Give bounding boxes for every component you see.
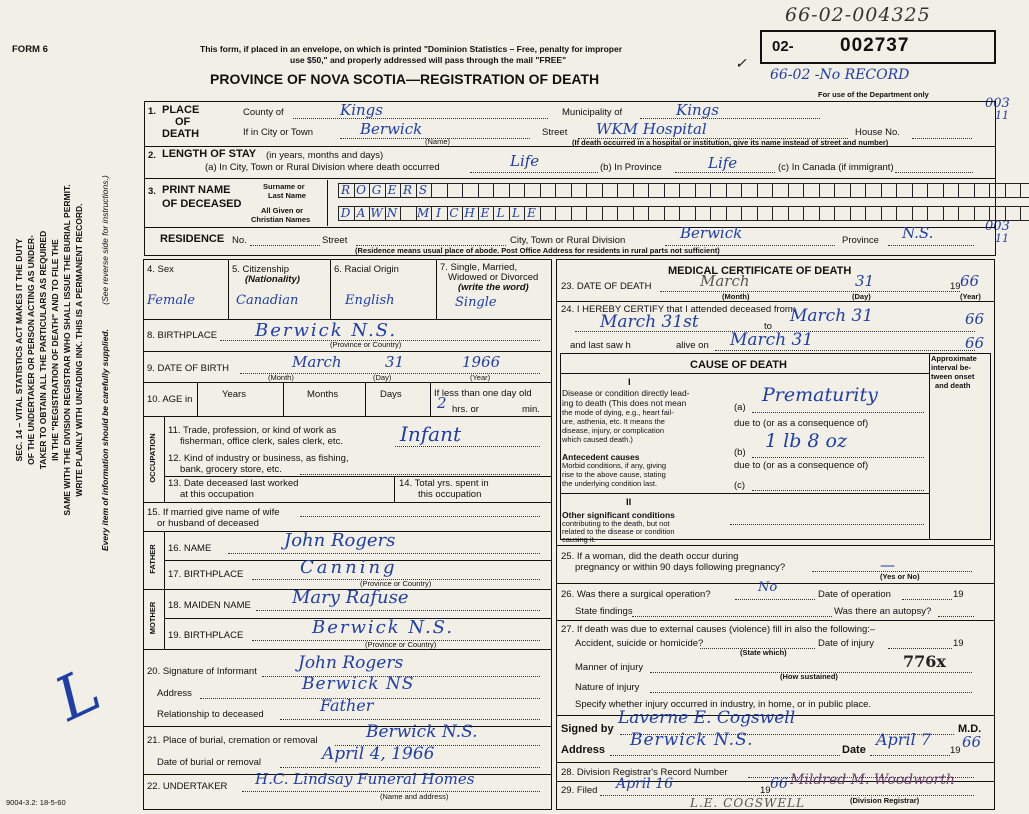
occ-last-worked-label-1: 13. Date deceased last worked	[168, 478, 299, 489]
surname-label-2: Last Name	[268, 191, 306, 200]
s3-label-of-deceased: OF DECEASED	[162, 198, 242, 210]
top-registration-number: 66-02-004325	[785, 4, 931, 26]
stay-province-label: (b) In Province	[600, 162, 662, 173]
attended-to-label: to	[764, 321, 772, 332]
informant-label: 20. Signature of Informant	[147, 666, 257, 677]
residence-label: RESIDENCE	[160, 233, 225, 245]
racial-origin-value: English	[345, 293, 395, 308]
street-value: WKM Hospital	[596, 120, 707, 138]
disease-desc-3: the mode of dying, e.g., heart fail-	[562, 408, 674, 417]
registrar-signature: Mildred M. Woodworth	[790, 772, 955, 788]
mother-birthplace-value: Berwick N.S.	[312, 617, 455, 638]
medical-certificate-title: MEDICAL CERTIFICATE OF DEATH	[668, 265, 852, 277]
father-birthplace-caption: (Province or Country)	[360, 579, 432, 588]
stay-province-value: Life	[708, 154, 738, 172]
age-hours-label: hrs. or	[452, 404, 479, 415]
other-desc-1: contributing to the death, but not	[562, 519, 670, 528]
registration-prefix: 02-	[772, 38, 794, 55]
mother-birthplace-label: 19. BIRTHPLACE	[168, 630, 244, 641]
age-months-label: Months	[307, 389, 339, 400]
attended-from-value: March 31st	[600, 312, 699, 332]
registration-box	[760, 30, 996, 64]
nature-label: Nature of injury	[575, 682, 640, 693]
occ-last-worked-label-2: at this occupation	[180, 489, 254, 500]
given-label-1: All Given or	[261, 206, 304, 215]
operation-date-label: Date of operation	[818, 589, 891, 600]
stay-canada-label: (c) In Canada (if immigrant)	[778, 162, 894, 173]
registrar-caption: (Division Registrar)	[850, 796, 920, 805]
death-year-prefix: 19	[950, 281, 961, 292]
given-name-letter: C	[449, 206, 459, 220]
certify-label: 24. I HEREBY CERTIFY that I attended deceased from:	[561, 304, 796, 315]
side-text-line8: (See reverse side for instructions.)	[100, 175, 110, 305]
physician-address-value: Berwick N.S.	[630, 730, 754, 750]
record-number-label: 28. Division Registrar's Record Number	[561, 767, 728, 778]
given-name-letter: N	[386, 206, 398, 220]
occ-industry-label-2: bank, grocery store, etc.	[180, 464, 282, 475]
age-less-than-day-label: If less than one day old	[434, 388, 532, 399]
sex-label: 4. Sex	[147, 264, 174, 275]
pregnancy-yes-no-caption: (Yes or No)	[880, 572, 920, 581]
form-footer-code: 9004-3.2: 18-5-60	[6, 798, 66, 807]
relationship-value: Father	[320, 696, 374, 715]
disease-desc-6: which caused death.)	[562, 435, 633, 444]
s3-label-print-name: PRINT NAME	[162, 184, 231, 196]
stay-city-label: (a) In City, Town or Rural Division where death occurred	[205, 162, 440, 173]
other-desc-2: related to the disease or condition	[562, 527, 675, 536]
death-day-value: 31	[855, 272, 875, 290]
s1-label-death: DEATH	[162, 128, 200, 140]
surname-letter: S	[418, 183, 428, 197]
residence-no-label: No.	[232, 235, 247, 246]
birthplace-caption: (Province or Country)	[330, 340, 402, 349]
physician-address-label: Address	[561, 744, 606, 756]
death-month-value: March	[700, 272, 750, 290]
given-name-letter: A	[356, 206, 366, 220]
mother-side-label: MOTHER	[148, 601, 157, 635]
registration-number: 002737	[840, 35, 910, 56]
given-label-2: Christian Names	[251, 215, 311, 224]
stay-city-value: Life	[510, 152, 540, 170]
s3-number: 3.	[148, 186, 156, 197]
attended-year-value: 66	[965, 310, 985, 328]
margin-initial-mark: L	[45, 654, 111, 736]
physician-signature: Laverne E. Cogswell	[618, 708, 796, 728]
due-to-label-1: due to (or as a consequence of)	[734, 418, 869, 429]
disease-desc-5: disease, injury, or complication	[562, 426, 664, 435]
filed-date-value: April 16	[616, 776, 673, 792]
antecedent-desc-3: the underlying condition last.	[562, 479, 658, 488]
mother-maiden-label: 18. MAIDEN NAME	[168, 600, 251, 611]
external-causes-label: 27. If death was due to external causes (violence) fill in also the following:–	[561, 624, 876, 635]
father-name-label: 16. NAME	[168, 543, 212, 554]
given-name-letter: L	[512, 206, 520, 220]
surname-cells	[338, 183, 1029, 198]
municipality-value: Kings	[676, 101, 719, 119]
state-which-caption: (State which)	[740, 648, 787, 657]
pregnancy-dash: —	[880, 556, 895, 574]
informant-address-value: Berwick NS	[302, 674, 415, 694]
undertaker-caption: (Name and address)	[380, 792, 449, 801]
cause-b-value: 1 lb 8 oz	[765, 430, 847, 452]
cause-of-death-title: CAUSE OF DEATH	[690, 359, 787, 371]
interval-label-1: Approximate	[931, 354, 977, 363]
disease-desc-4: ure, asthenia, etc. It means the	[562, 417, 665, 426]
sex-value: Female	[147, 293, 195, 308]
given-name-letter: E	[480, 206, 490, 220]
dob-year-caption: (Year)	[470, 373, 491, 382]
signed-date-label: Date	[842, 744, 866, 756]
interval-label-4: and death	[935, 381, 971, 390]
informant-address-label: Address	[157, 688, 192, 699]
death-year-value: 66	[960, 272, 980, 290]
s2-sub: (in years, months and days)	[266, 150, 384, 161]
occupation-side-label: OCCUPATION	[148, 433, 157, 483]
given-name-letter: W	[370, 206, 383, 220]
side-text-line2: OF THE UNDERTAKER OR PERSON ACTING AS UNDER-	[26, 235, 36, 465]
surname-letter: G	[371, 183, 382, 197]
specify-location-label: Specify whether injury occurred in industry, in home, or in public place.	[575, 699, 872, 710]
cause-part-one: I	[628, 377, 631, 388]
state-findings-label: State findings	[575, 606, 633, 617]
citizenship-label: 5. Citizenship	[232, 264, 290, 275]
occ-trade-value: Infant	[400, 422, 462, 446]
mother-birthplace-caption: (Province or Country)	[365, 640, 437, 649]
occ-trade-label-1: 11. Trade, profession, or kind of work as	[168, 425, 337, 436]
death-month-caption: (Month)	[722, 292, 750, 301]
last-saw-label: and last saw h	[570, 340, 631, 351]
cause-part-two: II	[626, 497, 632, 508]
marital-label-2: Widowed or Divorced	[448, 272, 539, 283]
dob-year: 1966	[462, 353, 501, 371]
check-mark: ✓	[735, 56, 747, 72]
last-seen-year-value: 66	[965, 334, 985, 352]
surname-letter: E	[387, 183, 397, 197]
given-name-letter: E	[527, 206, 536, 220]
filed-year-prefix: 19	[760, 785, 771, 796]
hospital-note: (If death occurred in a hospital or institution, give its name instead of street and number)	[572, 138, 889, 147]
alive-on-label: alive on	[676, 340, 709, 351]
death-day-caption: (Day)	[852, 292, 871, 301]
burial-date-value: April 4, 1966	[322, 744, 435, 764]
residence-city-label: City, Town or Rural Division	[510, 235, 626, 246]
city-name-caption: (Name)	[425, 137, 451, 146]
cause-a-value: Prematurity	[762, 384, 878, 406]
mail-notice-line2: use $50," and properly addressed will pass through the mail "FREE"	[290, 55, 567, 65]
burial-place-label: 21. Place of burial, cremation or removal	[147, 735, 318, 746]
residence-city-value: Berwick	[680, 224, 743, 242]
county-value: Kings	[340, 101, 383, 119]
father-side-label: FATHER	[148, 544, 157, 574]
dob-day: 31	[385, 353, 405, 371]
interval-label-3: tween onset	[931, 372, 975, 381]
county-label: County of	[243, 107, 284, 118]
given-name-letter: D	[340, 206, 351, 220]
cause-c-label: (c)	[734, 480, 746, 491]
occ-years-label-2: this occupation	[418, 489, 482, 500]
disease-desc-2: ing to death (This does not mean	[562, 398, 687, 408]
mail-notice-line1: This form, if placed in an envelope, on which is printed "Dominion Statistics – Free, penalty for improper	[200, 44, 623, 54]
cause-a-label: (a)	[734, 402, 746, 413]
citizenship-value: Canadian	[236, 293, 299, 308]
burial-place-value: Berwick N.S.	[366, 722, 478, 742]
antecedent-label: Antecedent causes	[562, 452, 640, 462]
signed-year-prefix: 19	[950, 745, 961, 756]
side-text-line4: IN THE "REGISTRATION OF DEATH" AND TO FILE THE	[50, 239, 60, 461]
birthplace-value: Berwick N.S.	[255, 320, 398, 341]
occ-years-label-1: 14. Total yrs. spent in	[399, 478, 489, 489]
margin-code-1b: 11	[995, 109, 1009, 122]
s2-number: 2.	[148, 150, 156, 161]
side-text-line7: Every item of information should be carefully supplied.	[100, 329, 110, 551]
margin-code-2: 003	[985, 219, 1010, 234]
residence-province-value: N.S.	[902, 224, 934, 242]
signed-by-label: Signed by	[561, 723, 614, 735]
age-days-label: Days	[380, 389, 402, 400]
other-conditions-label: Other significant conditions	[562, 510, 675, 520]
occ-industry-label-1: 12. Kind of industry or business, as fishing,	[168, 453, 349, 464]
age-hours-value: 2	[437, 394, 447, 412]
department-use-note: For use of the Department only	[818, 90, 929, 99]
marital-label-1: 7. Single, Married,	[440, 262, 518, 273]
age-years-label: Years	[222, 389, 246, 400]
given-name-letter: I	[436, 206, 441, 220]
s2-label: LENGTH OF STAY	[162, 148, 257, 160]
md-label: M.D.	[958, 723, 982, 735]
residence-note: (Residence means usual place of abode. Post Office Address for residents in rural parts not sufficient)	[355, 246, 720, 255]
racial-origin-label: 6. Racial Origin	[334, 264, 399, 275]
citizenship-sub: (Nationality)	[245, 274, 300, 285]
s1-label-of: OF	[175, 116, 191, 128]
margin-code-2b: 11	[995, 232, 1009, 245]
signed-year-value: 66	[962, 733, 982, 751]
city-label: If in City or Town	[243, 127, 314, 138]
father-birthplace-value: Canning	[300, 557, 398, 578]
manner-label: Manner of injury	[575, 662, 644, 673]
cause-b-label: (b)	[734, 447, 746, 458]
house-number-label: House No.	[855, 127, 900, 138]
dob-month-caption: (Month)	[268, 373, 294, 382]
disease-desc-1: Disease or condition directly lead-	[562, 388, 690, 398]
due-to-label-2: due to (or as a consequence of)	[734, 460, 869, 471]
residence-street-label: Street	[322, 235, 348, 246]
antecedent-desc-2: rise to the above cause, stating	[562, 470, 666, 479]
side-text-line1: SEC. 14 – VITAL STATISTICS ACT MAKES IT THE DUTY	[14, 238, 24, 462]
interval-label-2: interval be-	[931, 363, 972, 372]
date-of-death-label: 23. DATE OF DEATH	[561, 281, 652, 292]
side-text-line5: SAME WITH THE DIVISION REGISTRAR WHO SHALL ISSUE THE BURIAL PERMIT.	[62, 184, 72, 516]
relationship-label: Relationship to deceased	[157, 709, 264, 720]
dob-month: March	[292, 353, 342, 371]
mother-maiden-value: Mary Rafuse	[292, 587, 409, 608]
spouse-label-2: or husband of deceased	[157, 518, 259, 529]
birthplace-label: 8. BIRTHPLACE	[147, 330, 218, 341]
dob-day-caption: (Day)	[373, 373, 392, 382]
signed-date-value: April 7	[876, 730, 931, 749]
father-birthplace-label: 17. BIRTHPLACE	[168, 569, 244, 580]
last-seen-value: March 31	[730, 330, 814, 350]
other-desc-3: causing it.	[562, 535, 596, 544]
s1-label-place: PLACE	[162, 104, 200, 116]
burial-date-label: Date of burial or removal	[157, 757, 262, 768]
pencil-annotation: L.E. COGSWELL	[690, 796, 806, 810]
surname-label-1: Surname or	[263, 182, 305, 191]
given-name-letter: M	[416, 206, 430, 220]
filed-year-value: 66	[770, 776, 788, 792]
antecedent-desc-1: Morbid conditions, if any, giving	[562, 461, 667, 470]
operation-value: No	[758, 580, 778, 595]
given-name-letter: L	[496, 206, 505, 220]
autopsy-label: Was there an autopsy?	[834, 606, 932, 617]
accident-label: Accident, suicide or homicide?	[575, 638, 704, 649]
operation-label: 26. Was there a surgical operation?	[561, 589, 711, 600]
s1-number: 1.	[148, 106, 156, 117]
spouse-label-1: 15. If married give name of wife	[147, 507, 280, 518]
pregnancy-label-1: 25. If a woman, did the death occur during	[561, 551, 739, 562]
undertaker-value: H.C. Lindsay Funeral Homes	[255, 770, 475, 788]
registration-handwritten: 66-02 -No RECORD	[770, 67, 910, 83]
age-min-label: min.	[522, 404, 540, 415]
surname-letter: R	[340, 183, 351, 197]
coding-mark: 776x	[903, 652, 946, 671]
how-sustained-caption: (How sustained)	[780, 672, 838, 681]
undertaker-label: 22. UNDERTAKER	[147, 781, 228, 792]
father-name-value: John Rogers	[284, 530, 396, 551]
given-name-letter: H	[464, 206, 475, 220]
surname-letter: O	[356, 183, 366, 197]
marital-label-3: (write the word)	[458, 282, 529, 293]
pregnancy-label-2: pregnancy or within 90 days following pregnancy?	[575, 562, 786, 573]
surname-letter: R	[402, 183, 413, 197]
side-text-line6: WRITE PLAINLY WITH UNFADING INK. THIS IS A PERMANENT RECORD.	[74, 203, 84, 497]
marital-value: Single	[455, 295, 497, 310]
city-value: Berwick	[360, 120, 423, 138]
residence-province-label: Province	[842, 235, 879, 246]
injury-year-prefix: 19	[953, 638, 964, 649]
form-title: PROVINCE OF NOVA SCOTIA—REGISTRATION OF DEATH	[210, 71, 600, 87]
street-label: Street	[542, 127, 568, 138]
filed-label: 29. Filed	[561, 785, 598, 796]
occ-trade-label-2: fisherman, office clerk, sales clerk, etc.	[180, 436, 343, 447]
municipality-label: Municipality of	[562, 107, 623, 118]
form-number: FORM 6	[12, 44, 48, 55]
margin-code-1: 003	[985, 96, 1010, 111]
death-year-caption: (Year)	[960, 292, 981, 301]
side-text-line3: TAKER TO OBTAIN ALL THE PARTICULARS AS REQUIRED	[38, 230, 48, 470]
informant-value: John Rogers	[298, 653, 404, 673]
injury-date-label: Date of injury	[818, 638, 874, 649]
attended-to-value: March 31	[790, 306, 874, 326]
operation-year-prefix: 19	[953, 589, 964, 600]
age-label: 10. AGE in	[147, 394, 193, 405]
dob-label: 9. DATE OF BIRTH	[147, 363, 229, 374]
